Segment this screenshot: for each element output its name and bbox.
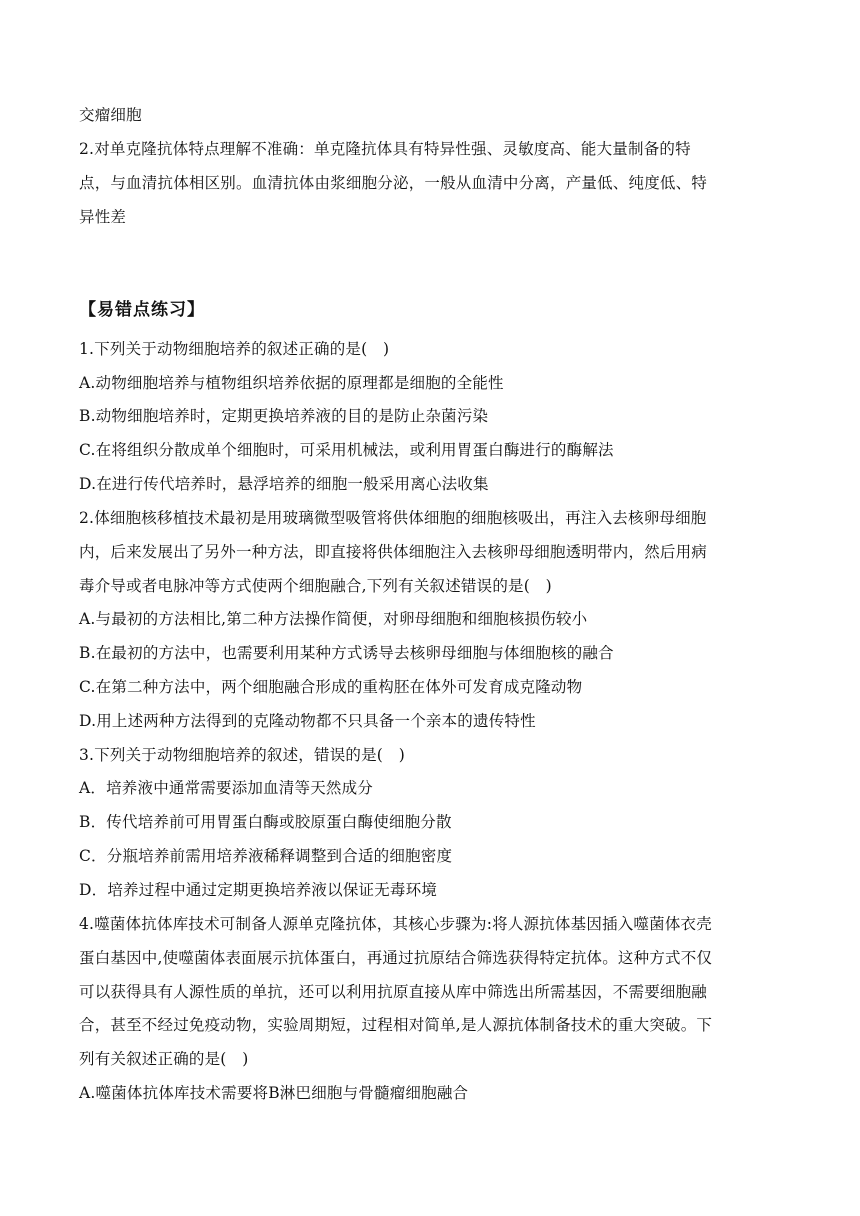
q1-stem: 1.下列关于动物细胞培养的叙述正确的是( ) [79, 340, 390, 358]
q3-option-b: B．传代培养前可用胃蛋白酶或胶原蛋白酶使细胞分散 [79, 813, 452, 831]
q2-option-b: B.在最初的方法中，也需要利用某种方式诱导去核卵母细胞与体细胞核的融合 [79, 644, 614, 662]
q4-stem-line-5: 列有关叙述正确的是( ) [79, 1050, 249, 1068]
q1-option-c: C.在将组织分散成单个细胞时，可采用机械法，或利用胃蛋白酶进行的酶解法 [79, 441, 614, 459]
q4-stem-line-1: 4.噬菌体抗体库技术可制备人源单克隆抗体，其核心步骤为:将人源抗体基因插入噬菌体衣壳 [79, 915, 712, 933]
q3-option-a: A．培养液中通常需要添加血清等天然成分 [79, 779, 373, 797]
q2-stem-line-3: 毒介导或者电脉冲等方式使两个细胞融合,下列有关叙述错误的是( ) [79, 577, 552, 595]
q2-option-c: C.在第二种方法中，两个细胞融合形成的重构胚在体外可发育成克隆动物 [79, 678, 583, 696]
q2-stem-line-1: 2.体细胞核移植技术最初是用玻璃微型吸管将供体细胞的细胞核吸出，再注入去核卵母细胞 [79, 509, 707, 527]
q2-option-d: D.用上述两种方法得到的克隆动物都不只具备一个亲本的遗传特性 [79, 712, 536, 730]
q3-option-d: D．培养过程中通过定期更换培养液以保证无毒环境 [79, 881, 438, 899]
intro-line-3: 点，与血清抗体相区别。血清抗体由浆细胞分泌，一般从血清中分离，产量低、纯度低、特 [79, 174, 708, 192]
q1-option-b: B.动物细胞培养时，定期更换培养液的目的是防止杂菌污染 [79, 407, 489, 425]
q4-stem-line-2: 蛋白基因中,使噬菌体表面展示抗体蛋白，再通过抗原结合筛选获得特定抗体。这种方式不仅 [79, 949, 713, 967]
intro-line-2: 2.对单克隆抗体特点理解不准确：单克隆抗体具有特异性强、灵敏度高、能大量制备的特 [79, 140, 691, 158]
q4-option-a: A.噬菌体抗体库技术需要将B淋巴细胞与骨髓瘤细胞融合 [79, 1084, 469, 1102]
q2-option-a: A.与最初的方法相比,第二种方法操作简便，对卵母细胞和细胞核损伤较小 [79, 610, 588, 628]
q4-stem-line-3: 可以获得具有人源性质的单抗，还可以利用抗原直接从库中筛选出所需基因，不需要细胞融 [79, 983, 708, 1001]
q1-option-a: A.动物细胞培养与植物组织培养依据的原理都是细胞的全能性 [79, 374, 504, 392]
q1-option-d: D.在进行传代培养时，悬浮培养的细胞一般采用离心法收集 [79, 475, 489, 493]
q3-stem: 3.下列关于动物细胞培养的叙述，错误的是( ) [79, 746, 405, 764]
section-title: 【易错点练习】 [79, 300, 205, 320]
q4-stem-line-4: 合，甚至不经过免疫动物，实验周期短，过程相对简单,是人源抗体制备技术的重大突破。下 [79, 1016, 713, 1034]
q3-option-c: C．分瓶培养前需用培养液稀释调整到合适的细胞密度 [79, 847, 453, 865]
q2-stem-line-2: 内，后来发展出了另外一种方法，即直接将供体细胞注入去核卵母细胞透明带内，然后用病 [79, 543, 708, 561]
intro-line-1: 交瘤细胞 [79, 106, 142, 124]
intro-line-4: 异性差 [79, 208, 127, 226]
